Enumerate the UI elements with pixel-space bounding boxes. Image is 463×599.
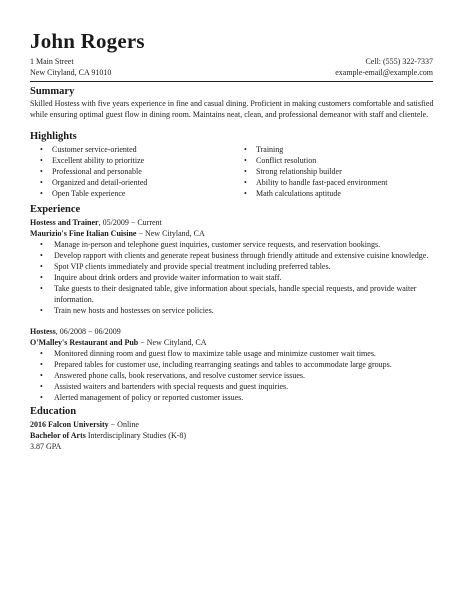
job-bullet: • Prepared tables for customer use, including rearranging seatings and tables to accommodate large groups. bbox=[40, 359, 438, 370]
highlight-item: • Organized and detail-oriented bbox=[40, 177, 147, 188]
address-line-1: 1 Main Street bbox=[30, 57, 74, 66]
school-location: − Online bbox=[108, 420, 139, 429]
job-bullet: • Develop rapport with clients and generate repeat business through friendly attitude and extensive cuisine knowledge. bbox=[40, 250, 438, 261]
highlights-right-list bbox=[244, 144, 388, 199]
highlight-item: • Ability to handle fast-paced environment bbox=[244, 177, 388, 188]
highlight-item: • Open Table experience bbox=[40, 188, 147, 199]
summary-heading: Summary bbox=[30, 86, 75, 97]
education-heading: Education bbox=[30, 406, 77, 417]
education-gpa: 3.87 GPA bbox=[30, 442, 62, 451]
job-dates: , 06/2008 − 06/2009 bbox=[55, 327, 121, 336]
phone-number: Cell: (555) 322-7337 bbox=[365, 57, 433, 66]
employer-line bbox=[30, 337, 207, 348]
school-name: 2016 Falcon University bbox=[30, 420, 109, 429]
employer-line bbox=[30, 228, 205, 239]
email-address: example-email@example.com bbox=[335, 68, 433, 77]
address-block bbox=[30, 56, 111, 78]
degree-field: Interdisciplinary Studies (K-8) bbox=[85, 431, 187, 440]
address-line-2: New Cityland, CA 91010 bbox=[30, 68, 112, 77]
job-title-line bbox=[30, 217, 162, 228]
job-bullet: • Assisted waiters and bartenders with special requests and guest inquiries. bbox=[40, 381, 438, 392]
education-degree-line bbox=[30, 430, 186, 441]
highlights-heading: Highlights bbox=[30, 131, 77, 142]
job-bullet: • Inquire about drink orders and provide waiter information to wait staff. bbox=[40, 272, 438, 283]
job-bullet: • Monitored dinning room and guest flow to maximize table usage and minimize customer wait times. bbox=[40, 348, 438, 359]
highlight-item: • Customer service-oriented bbox=[40, 144, 147, 155]
job-bullet: • Manage in-person and telephone guest inquiries, customer service requests, and reservation bookings. bbox=[40, 239, 438, 250]
job-bullet: • Take guests to their designated table, give information about specials, handle special requests, and provide waiter information. bbox=[40, 283, 438, 305]
employer-name: Maurizio's Fine Italian Cuisine bbox=[30, 229, 137, 238]
highlight-item: • Math calculations aptitude bbox=[244, 188, 388, 199]
job-bullet: • Spot VIP clients immediately and provide special treatment including preferred tables. bbox=[40, 261, 438, 272]
experience-heading: Experience bbox=[30, 204, 81, 215]
header-divider bbox=[30, 81, 433, 82]
degree-name: Bachelor of Arts bbox=[30, 431, 86, 440]
highlight-item: • Strong relationship builder bbox=[244, 166, 388, 177]
highlight-item: • Training bbox=[244, 144, 388, 155]
employer-location: − New Cityland, CA bbox=[136, 229, 205, 238]
job-bullet: • Answered phone calls, book reservations, and resolve customer service issues. bbox=[40, 370, 438, 381]
job-bullet: • Alerted management of policy or reported customer issues. bbox=[40, 392, 438, 403]
summary-text: Skilled Hostess with five years experience in fine and casual dining. Proficient in making customers comfortable and satisfied while ensuring optimal guest flow in dining room. Maintains neat, clean, and professional demeanor with staff and clientele. bbox=[30, 99, 434, 119]
job-title-line bbox=[30, 326, 121, 337]
job-title: Hostess and Trainer bbox=[30, 218, 99, 227]
job-title: Hostess bbox=[30, 327, 56, 336]
education-school-line bbox=[30, 419, 139, 430]
job-bullet: • Train new hosts and hostesses on service policies. bbox=[40, 305, 438, 316]
job-dates: , 05/2009 − Current bbox=[98, 218, 162, 227]
contact-block bbox=[335, 56, 433, 78]
job-bullets bbox=[40, 239, 438, 316]
employer-name: O'Malley's Restaurant and Pub bbox=[30, 338, 139, 347]
highlight-item: • Professional and personable bbox=[40, 166, 147, 177]
employer-location: − New Cityland, CA bbox=[138, 338, 207, 347]
highlights-left-list bbox=[40, 144, 147, 199]
candidate-name: John Rogers bbox=[30, 29, 145, 53]
highlight-item: • Conflict resolution bbox=[244, 155, 388, 166]
highlight-item: • Excellent ability to prioritize bbox=[40, 155, 147, 166]
job-bullets bbox=[40, 348, 438, 403]
